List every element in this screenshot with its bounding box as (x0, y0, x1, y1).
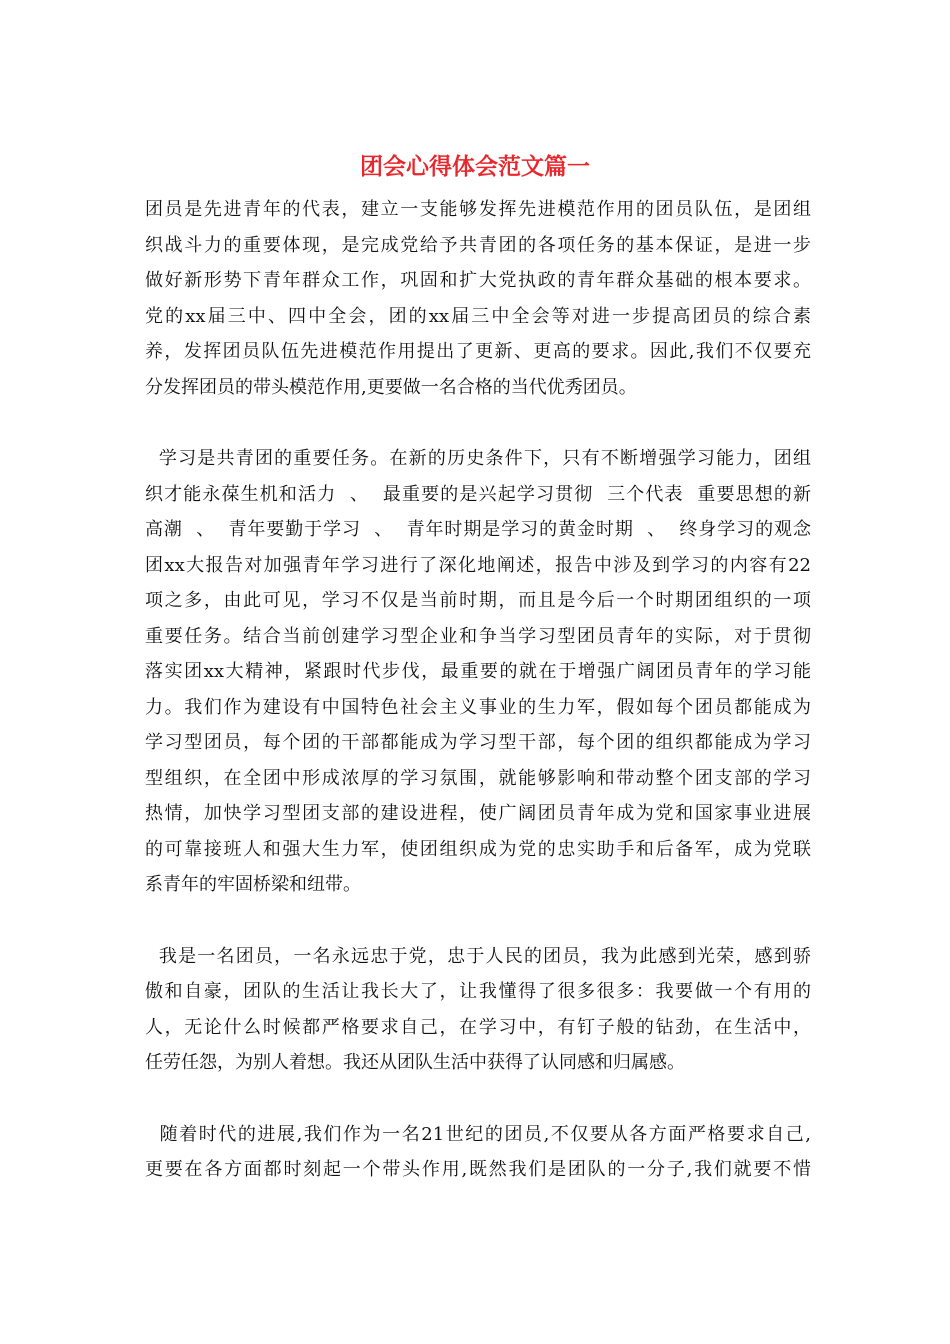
text-line: 分发挥团员的带头模范作用,更要做一名合格的当代优秀团员。 (145, 376, 637, 398)
paragraph-gap (145, 1081, 811, 1117)
paragraph-3 (145, 939, 811, 1081)
text-line: 重要任务。结合当前创建学习型企业和争当学习型团员青年的实际，对于贯彻 (145, 625, 811, 647)
paragraph-1 (145, 192, 811, 405)
paragraph-4 (145, 1117, 811, 1188)
text-line: 养，发挥团员队伍先进模范作用提出了更新、更高的要求。因此,我们不仅要充 (145, 341, 811, 362)
text-line: 我是一名团员，一名永远忠于党，忠于人民的团员，我为此感到光荣，感到骄 (145, 945, 811, 967)
paragraph-2 (145, 441, 811, 903)
document-title: 团会心得体会范文篇一 (360, 154, 590, 180)
text-line: 织才能永葆生机和活力 、 最重要的是兴起学习贯彻 三个代表 重要思想的新 (145, 483, 811, 505)
text-line: 人，无论什么时候都严格要求自己，在学习中，有钉子般的钻劲，在生活中， (145, 1016, 811, 1038)
text-line: 傲和自豪，团队的生活让我长大了，让我懂得了很多很多：我要做一个有用的 (145, 981, 811, 1002)
text-line: 热情，加快学习型团支部的建设进程，使广阔团员青年成为党和国家事业进展 (145, 803, 811, 824)
text-line: 做好新形势下青年群众工作，巩固和扩大党执政的青年群众基础的根本要求。 (145, 270, 811, 291)
text-line: 系青年的牢固桥梁和纽带。 (145, 874, 361, 895)
paragraph-gap (145, 903, 811, 939)
document-body (145, 192, 811, 1188)
text-line: 任劳任怨，为别人着想。我还从团队生活中获得了认同感和归属感。 (145, 1052, 685, 1073)
text-line: 织战斗力的重要体现，是完成党给予共青团的各项任务的基本保证，是进一步 (145, 234, 811, 256)
text-line: 型组织，在全团中形成浓厚的学习氛围，就能够影响和带动整个团支部的学习 (145, 767, 811, 789)
text-line: 团员是先进青年的代表，建立一支能够发挥先进模范作用的团员队伍，是团组 (145, 199, 811, 220)
text-line: 学习型团员，每个团的干部都能成为学习型干部，每个团的组织都能成为学习 (145, 732, 811, 753)
text-line: 力。我们作为建设有中国特色社会主义事业的生力军，假如每个团员都能成为 (145, 696, 811, 718)
text-line: 学习是共青团的重要任务。在新的历史条件下，只有不断增强学习能力，团组 (145, 448, 811, 469)
text-line: 党的xx届三中、四中全会，团的xx届三中全会等对进一步提高团员的综合素 (145, 305, 811, 327)
text-line: 团xx大报告对加强青年学习进行了深化地阐述，报告中涉及到学习的内容有22 (145, 554, 811, 576)
text-line: 的可靠接班人和强大生力军，使团组织成为党的忠实助手和后备军，成为党联 (145, 838, 811, 860)
text-line: 落实团xx大精神，紧跟时代步伐，最重要的就在于增强广阔团员青年的学习能 (145, 661, 811, 682)
paragraph-gap (145, 405, 811, 441)
text-line: 更要在各方面都时刻起一个带头作用,既然我们是团队的一分子,我们就要不惜 (145, 1159, 811, 1180)
text-line: 高潮 、 青年要勤于学习 、 青年时期是学习的黄金时期 、 终身学习的观念 (145, 519, 811, 540)
text-line: 项之多，由此可见，学习不仅是当前时期，而且是今后一个时期团组织的一项 (145, 590, 811, 611)
text-line: 随着时代的进展,我们作为一名21世纪的团员,不仅要从各方面严格要求自己, (145, 1123, 811, 1145)
